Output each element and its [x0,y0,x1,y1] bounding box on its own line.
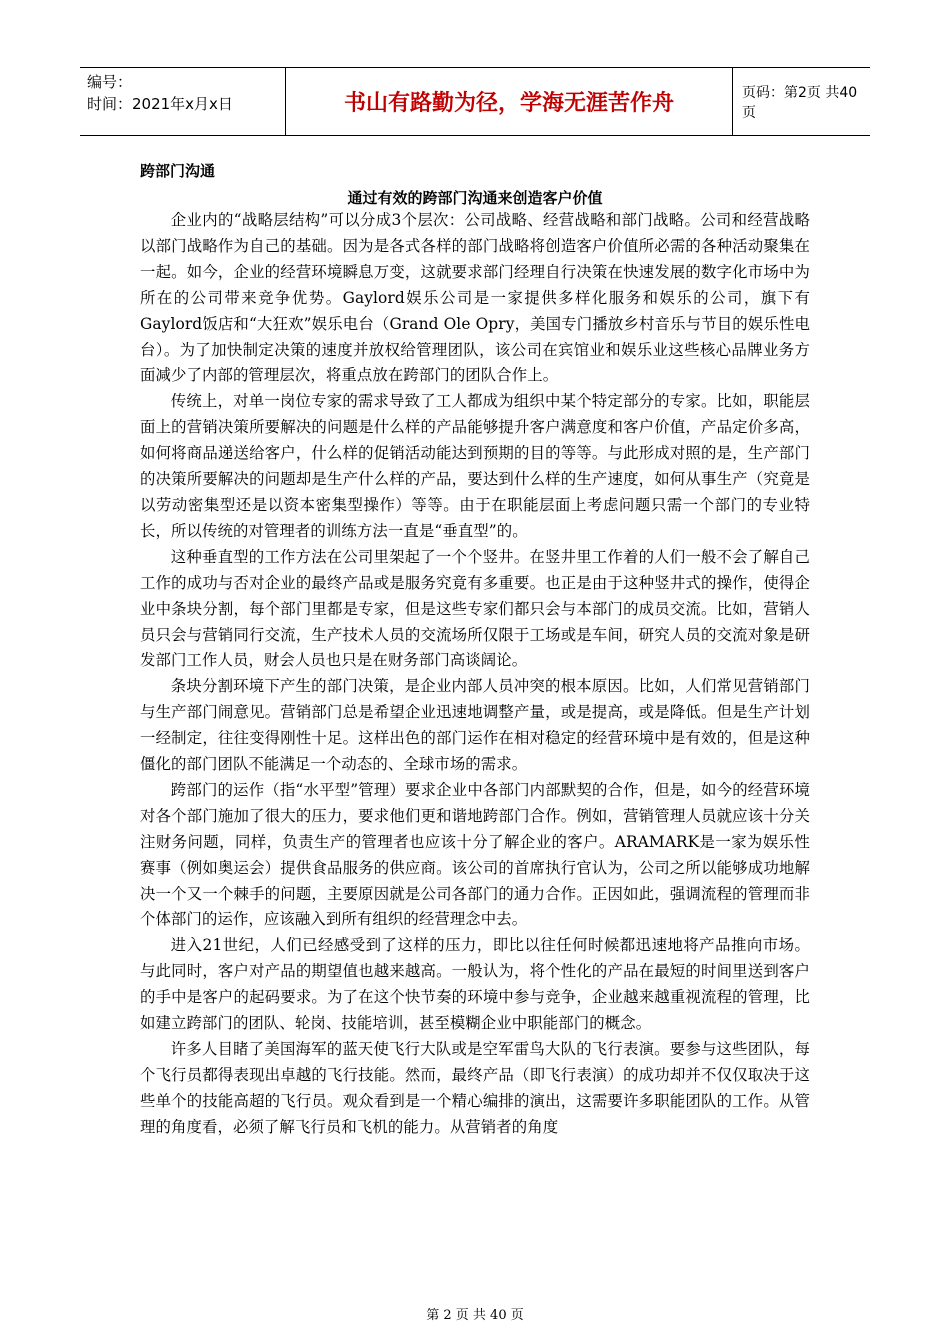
paragraph: 企业内的“战略层结构”可以分成3个层次：公司战略、经营战略和部门战略。公司和经营战略以部门战略作为自己的基础。因为是各式各样的部门战略将创造客户价值所必需的各种活动聚集在一起。如今，企业的经营环境瞬息万变，这就要求部门经理自行决策在快速发展的数字化市场中为所在的公司带来竞争优势。Gaylord娱乐公司是一家提供多样化服务和娱乐的公司，旗下有Gaylord饭店和“大狂欢”娱乐电台（Grand Ole Opry，美国专门播放乡村音乐与节目的娱乐性电台）。为了加快制定决策的速度并放权给管理团队，该公司在宾馆业和娱乐业这些核心品牌业务方面减少了内部的管理层次，将重点放在跨部门的团队合作上。 [140,211,810,385]
body-text [140,208,810,1141]
header-motto: 书山有路勤为径，学海无涯苦作舟 [285,68,733,135]
paragraph: 条块分割环境下产生的部门决策，是企业内部人员冲突的根本原因。比如，人们常见营销部门与生产部门闹意见。营销部门总是希望企业迅速地调整产量，或是提高，或是降低。但是生产计划一经制定，往往变得刚性十足。这样出色的部门运作在相对稳定的经营环境中是有效的，但是这种僵化的部门团队不能满足一个动态的、全球市场的需求。 [140,677,810,774]
page-footer: 第 2 页 共 40 页 [426,1308,524,1323]
paragraph: 许多人目睹了美国海军的蓝天使飞行大队或是空军雷鸟大队的飞行表演。要参与这些团队，每个飞行员都得表现出卓越的飞行技能。然而，最终产品（即飞行表演）的成功却并不仅仅取决于这些单个的技能高超的飞行员。观众看到是一个精心编排的演出，这需要许多职能团队的工作。从管理的角度看，必须了解飞行员和飞机的能力。从营销者的角度 [140,1040,810,1136]
header-table [80,67,870,136]
section-title: 跨部门沟通 [140,162,216,180]
paragraph: 传统上，对单一岗位专家的需求导致了工人都成为组织中某个特定部分的专家。比如，职能层面上的营销决策所要解决的问题是什么样的产品能够提升客户满意度和客户价值，产品定价多高，如何将商品递送给客户，什么样的促销活动能达到预期的目的等等。与此形成对照的是，生产部门的决策所要解决的问题却是生产什么样的产品，要达到什么样的生产速度，如何从事生产（究竟是以劳动密集型还是以资本密集型操作）等等。由于在职能层面上考虑问题只需一个部门的专业特长，所以传统的对管理者的训练方法一直是“垂直型”的。 [140,392,810,540]
paragraph: 这种垂直型的工作方法在公司里架起了一个个竖井。在竖井里工作着的人们一般不会了解自己工作的成功与否对企业的最终产品或是服务究竟有多重要。也正是由于这种竖井式的操作，使得企业中条块分割，每个部门里都是专家，但是这些专家们都只会与本部门的成员交流。比如，营销人员只会与营销同行交流，生产技术人员的交流场所仅限于工场或是车间，研究人员的交流对象是研发部门工作人员，财会人员也只是在财务部门高谈阔论。 [140,547,810,670]
header-page-info: 页码：第2页 共40页 [742,84,858,121]
header-meta [87,71,272,115]
paragraph: 跨部门的运作（指“水平型”管理）要求企业中各部门内部默契的合作，但是，如今的经营环境对各个部门施加了很大的压力，要求他们更和谐地跨部门合作。例如，营销管理人员就应该十分关注财务问题，同样，负责生产的管理者也应该十分了解企业的客户。ARAMARK是一家为娱乐性赛事（例如奥运会）提供食品服务的供应商。该公司的首席执行官认为，公司之所以能够成功地解决一个又一个棘手的问题，主要原因就是公司各部门的通力合作。正因如此，强调流程的管理而非个体部门的运作，应该融入到所有组织的经营理念中去。 [140,780,810,929]
number-label: 编号： [87,73,133,91]
time-label: 时间：2021年x月x日 [87,95,233,113]
document-title: 通过有效的跨部门沟通来创造客户价值 [347,189,603,207]
paragraph: 进入21世纪，人们已经感受到了这样的压力，即比以往任何时候都迅速地将产品推向市场。与此同时，客户对产品的期望值也越来越高。一般认为，将个性化的产品在最短的时间里送到客户的手中是客户的起码要求。为了在这个快节奏的环境中参与竞争，企业越来越重视流程的管理，比如建立跨部门的团队、轮岗、技能培训，甚至模糊企业中职能部门的概念。 [140,936,810,1033]
